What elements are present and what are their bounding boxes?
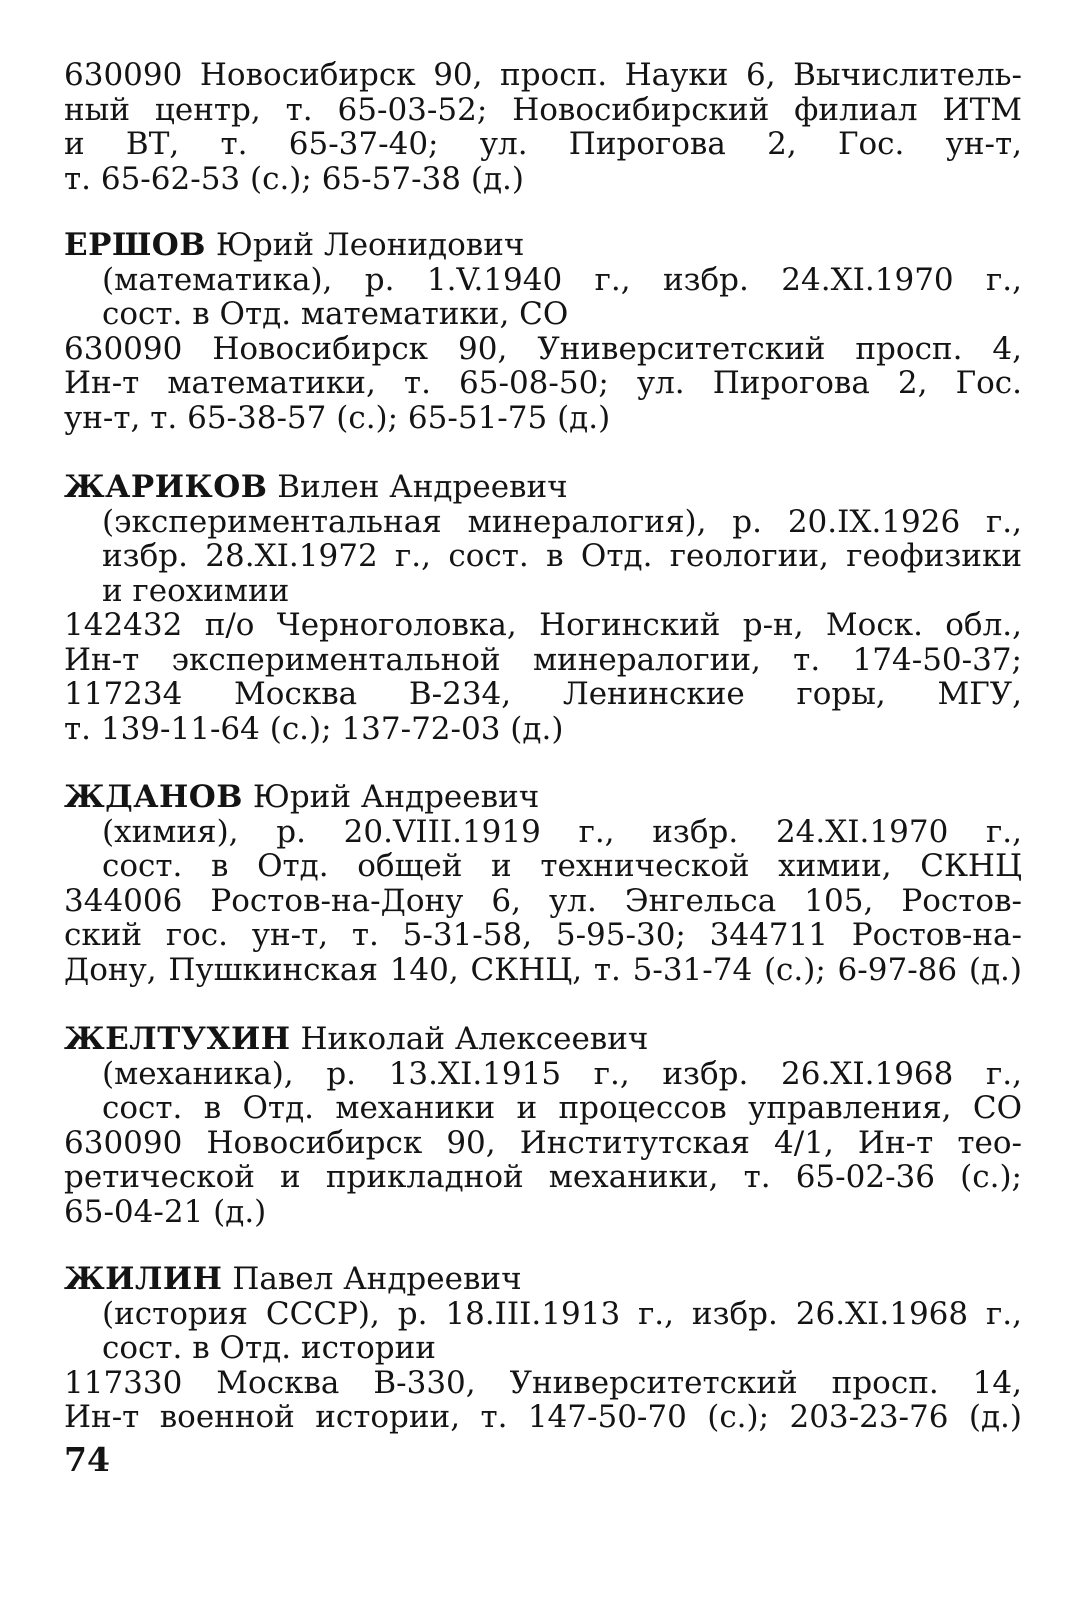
info-line: сост. в Отд. механики и процессов управления, СО (102, 1091, 1022, 1126)
address-line: 142432 п/о Черноголовка, Ногинский р-н, Моск. обл., (64, 608, 1022, 643)
address-line: Ин-т военной истории, т. 147-50-70 (с.); 203-23-76 (д.) (64, 1400, 1022, 1435)
address-line: 630090 Новосибирск 90, Институтская 4/1, Ин-т тео- (64, 1125, 1022, 1160)
address-line: Ин-т математики, т. 65-08-50; ул. Пирогова 2, Гос. (64, 366, 1022, 401)
entry-heading (64, 470, 1022, 505)
info-line: сост. в Отд. общей и технической химии, СКНЦ (102, 849, 1022, 884)
entry-given-names: Юрий Андреевич (252, 780, 540, 815)
entry-heading (64, 780, 1022, 815)
info-line: избр. 28.XI.1972 г., сост. в Отд. геологии, геофизики (102, 539, 1022, 574)
address-line: ун-т, т. 65-38-57 (с.); 65-51-75 (д.) (64, 400, 611, 435)
entry-surname: ЖЕЛТУХИН (64, 1022, 291, 1057)
address-line: ный центр, т. 65-03-52; Новосибирский филиал ИТМ (64, 92, 1022, 127)
entry-surname: ЖДАНОВ (64, 780, 243, 815)
address-line: и ВТ, т. 65-37-40; ул. Пирогова 2, Гос. ун-т, (64, 127, 1022, 162)
info-line: сост. в Отд. математики, СО (102, 297, 569, 332)
entry-given-names: Юрий Леонидович (215, 228, 525, 263)
entry-zheltukhin (64, 1022, 1022, 1229)
address-line: т. 139-11-64 (с.); 137-72-03 (д.) (64, 711, 564, 746)
address-line: 630090 Новосибирск 90, просп. Науки 6, Вычислитель- (64, 58, 1022, 93)
address-line: Ин-т экспериментальной минералогии, т. 174-50-37; (64, 642, 1022, 677)
address-line: 117234 Москва В-234, Ленинские горы, МГУ, (64, 677, 1022, 712)
entry-zhdanov (64, 780, 1022, 987)
page-number: 74 (64, 1440, 110, 1479)
entry-zharikov (64, 470, 1022, 746)
address-line: Дону, Пушкинская 140, СКНЦ, т. 5-31-74 (с.); 6-97-86 (д.) (64, 952, 1022, 987)
info-line: (механика), р. 13.XI.1915 г., избр. 26.XI.1968 г., (102, 1056, 1022, 1091)
entry-given-names: Николай Алексеевич (300, 1022, 649, 1057)
entry-surname: ЖАРИКОВ (64, 470, 268, 505)
info-line: (математика), р. 1.V.1940 г., избр. 24.XI.1970 г., (102, 262, 1022, 297)
address-line: 630090 Новосибирск 90, Университетский просп. 4, (64, 331, 1022, 366)
info-line: и геохимии (102, 573, 290, 608)
info-line: (экспериментальная минералогия), р. 20.IX.1926 г., (102, 504, 1022, 539)
address-line: 65-04-21 (д.) (64, 1194, 267, 1229)
address-line: ский гос. ун-т, т. 5-31-58, 5-95-30; 344711 Ростов-на- (64, 918, 1022, 953)
info-line: сост. в Отд. истории (102, 1331, 436, 1366)
address-line: 344006 Ростов-на-Дону 6, ул. Энгельса 105, Ростов- (64, 883, 1022, 918)
address-line: ретической и прикладной механики, т. 65-02-36 (с.); (64, 1160, 1022, 1195)
info-line: (химия), р. 20.VIII.1919 г., избр. 24.XI.1970 г., (102, 814, 1022, 849)
entry-ershov (64, 228, 1022, 435)
entry-heading (64, 1262, 1022, 1297)
entry-heading (64, 228, 1022, 263)
entry-heading (64, 1022, 1022, 1057)
continued-entry (64, 58, 1022, 196)
entry-given-names: Вилен Андреевич (277, 470, 568, 505)
info-line: (история СССР), р. 18.III.1913 г., избр. 26.XI.1968 г., (102, 1296, 1022, 1331)
entry-surname: ЖИЛИН (64, 1262, 223, 1297)
entry-surname: ЕРШОВ (64, 228, 206, 263)
entry-given-names: Павел Андреевич (232, 1262, 522, 1297)
entry-zhilin (64, 1262, 1022, 1435)
address-line: т. 65-62-53 (с.); 65-57-38 (д.) (64, 161, 524, 196)
address-line: 117330 Москва В-330, Университетский просп. 14, (64, 1365, 1022, 1400)
